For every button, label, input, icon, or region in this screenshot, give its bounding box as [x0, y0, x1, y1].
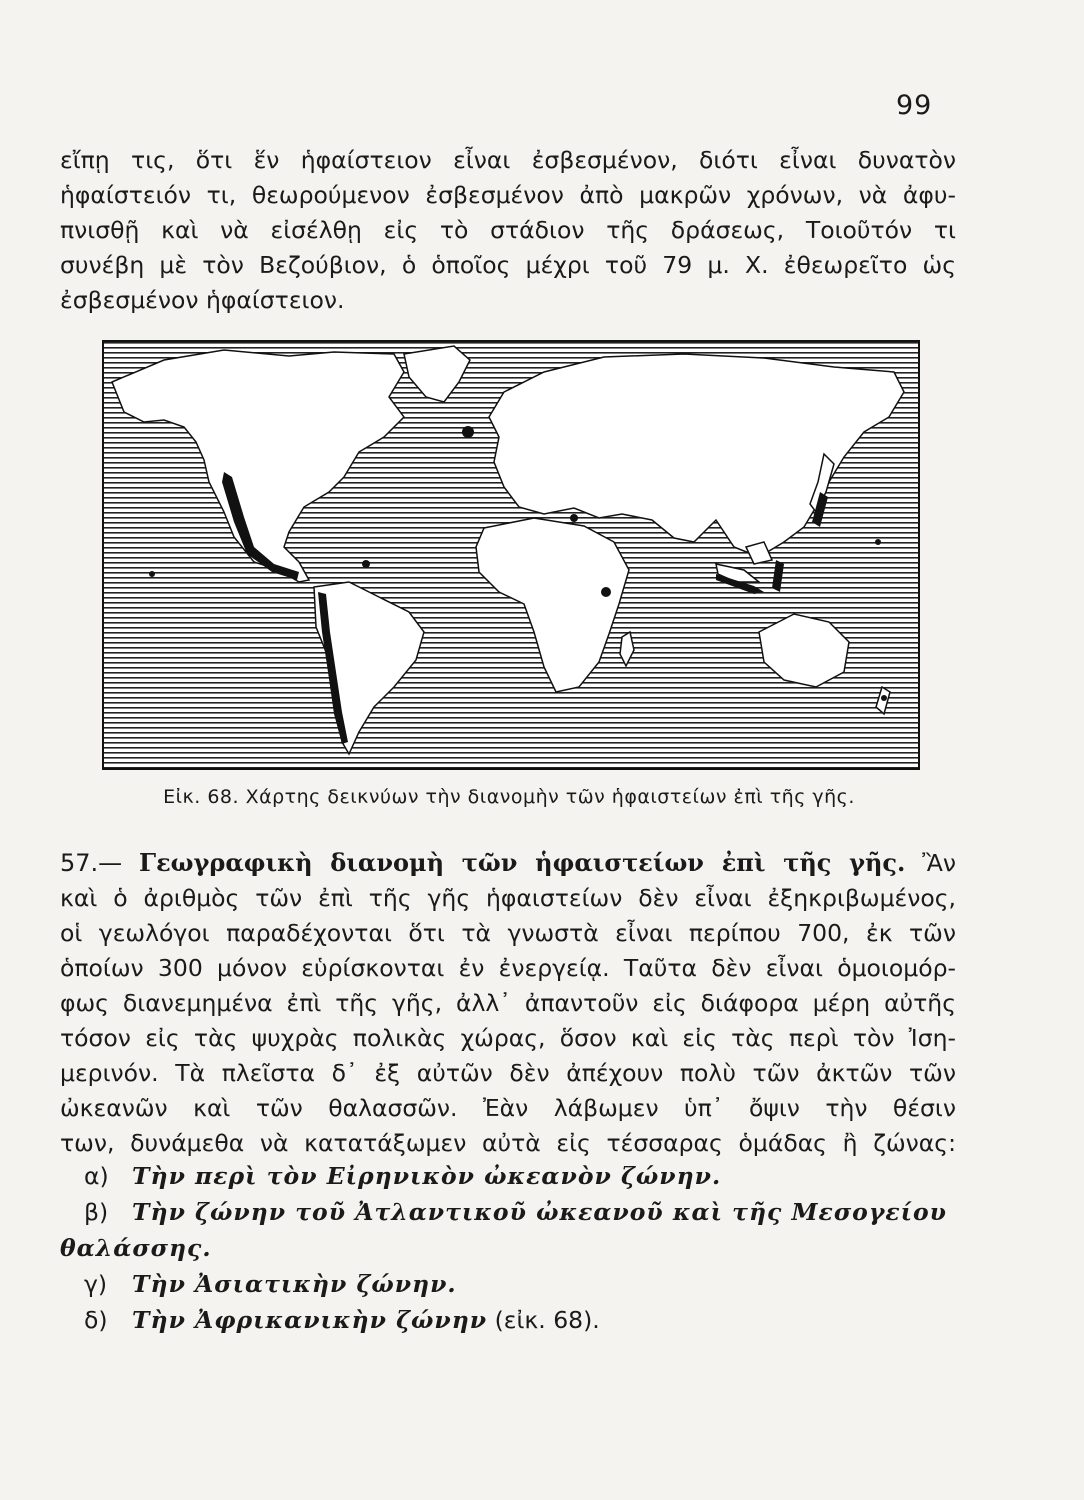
text-line: ὠκεανῶν καὶ τῶν θαλασσῶν. Ἐὰν λάβωμεν ὑπ᾽ ὄψιν τὴν θέσιν [60, 1094, 956, 1122]
text-line: των, δυνάμεθα νὰ κατατάξωμεν αὐτὰ εἰς τέσσαρας ὁμάδας ἢ ζώνας: [60, 1129, 956, 1157]
volcano-zones-list [60, 1158, 964, 1338]
zone-figure-reference: (εἰκ. 68). [494, 1306, 600, 1334]
text-line: ὁποίων 300 μόνον εὑρίσκονται ἐν ἐνεργείᾳ. Ταῦτα δὲν εἶναι ὁμοιομόρ- [60, 954, 956, 982]
zone-item [84, 1302, 964, 1338]
text-line: οἱ γεωλόγοι παραδέχονται ὅτι τὰ γνωστὰ εἶναι περίπου 700, ἐκ τῶν [60, 919, 956, 947]
zone-label: γ) [84, 1270, 108, 1298]
zone-label: β) [84, 1198, 109, 1226]
zone-title: Τὴν Ἀσιατικὴν ζώνην. [132, 1270, 457, 1298]
section-number: 57.— [60, 849, 123, 877]
volcano-new-zealand [881, 695, 887, 701]
section-first-line-tail: Ἂν [922, 849, 956, 877]
text-line: συνέβη μὲ τὸν Βεζούβιον, ὁ ὁποῖος μέχρι τοῦ 79 μ. Χ. ἐθεωρεῖτο ὡς [60, 251, 956, 279]
section-heading-line [60, 845, 956, 881]
text-line: φως διανεμημένα ἐπὶ τῆς γῆς, ἀλλ᾽ ἀπαντοῦν εἰς διάφορα μέρη αὐτῆς [60, 989, 956, 1017]
volcano-mediterranean [570, 514, 578, 522]
text-line: τόσον εἰς τὰς ψυχρὰς πολικὰς χώρας, ὅσον καὶ εἰς τὰς περὶ τὸν Ἰση- [60, 1024, 956, 1052]
zone-item [60, 1194, 964, 1266]
volcano-caribbean [362, 560, 370, 568]
text-line: μερινόν. Τὰ πλεῖστα δ᾽ ἐξ αὐτῶν δὲν ἀπέχουν πολὺ τῶν ἀκτῶν τῶν [60, 1059, 956, 1087]
zone-title: Τὴν Ἀφρικανικὴν ζώνην [132, 1306, 488, 1334]
page-number: 99 [896, 90, 933, 121]
text-line: πνισθῇ καὶ νὰ εἰσέλθῃ εἰς τὸ στάδιον τῆς δράσεως, Τοιοῦτόν τι [60, 216, 956, 244]
section-57-paragraph [60, 845, 956, 1161]
text-line: ἡφαίστειόν τι, θεωρούμενον ἐσβεσμένον ἀπὸ μακρῶν χρόνων, νὰ ἀφυ- [60, 181, 956, 209]
text-line: εἴπῃ τις, ὅτι ἕν ἡφαίστειον εἶναι ἐσβεσμένον, διότι εἶναι δυνατὸν [60, 146, 956, 174]
text-line: ἐσβεσμένον ἡφαίστειον. [60, 286, 345, 314]
zone-title: Τὴν περὶ τὸν Εἰρηνικὸν ὠκεανὸν ζώνην. [132, 1162, 722, 1190]
volcano-world-map [102, 340, 920, 770]
zone-label: α) [84, 1162, 109, 1190]
zone-title-continuation: θαλάσσης. [60, 1234, 212, 1262]
figure-caption: Εἰκ. 68. Χάρτης δεικνύων τὴν διανομὴν τῶν ἡφαιστείων ἐπὶ τῆς γῆς. [163, 786, 855, 808]
volcano-pacific-island [875, 539, 881, 545]
volcano-africa-east [601, 587, 611, 597]
text-line: καὶ ὁ ἀριθμὸς τῶν ἐπὶ τῆς γῆς ἡφαιστείων δὲν εἶναι ἐξηκριβωμένος, [60, 884, 956, 912]
world-map-svg [104, 342, 918, 768]
intro-paragraph [60, 143, 956, 318]
volcano-pacific-island [149, 571, 155, 577]
zone-title: Τὴν ζώνην τοῦ Ἀτλαντικοῦ ὠκεανοῦ καὶ τῆς Μεσογείου [132, 1198, 947, 1226]
zone-label: δ) [84, 1306, 108, 1334]
volcano-iceland [462, 426, 474, 438]
zone-item [84, 1158, 964, 1194]
section-title: Γεωγραφικὴ διανομὴ τῶν ἡφαιστείων ἐπὶ τῆς γῆς. [139, 848, 906, 877]
zone-item [84, 1266, 964, 1302]
